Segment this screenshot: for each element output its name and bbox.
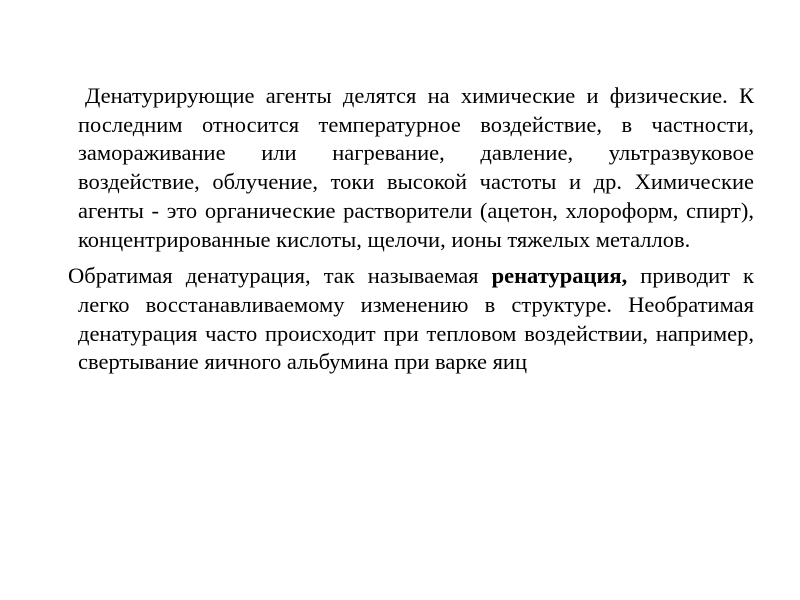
paragraph-renaturation — [64, 262, 754, 377]
paragraph-renaturation-intro: Обратимая денатурация, так называемая — [68, 263, 492, 289]
paragraph-renaturation-body: приводит к легко восстанавливаемому изменению в структуре. Необратимая денатурация часто происходит при тепловом воздействии, например, свертывание яичного альбумина при варке яиц — [78, 263, 754, 375]
text-block — [68, 82, 754, 377]
paragraph-denaturing-agents: Денатурирующие агенты делятся на химические и физические. К последним относится температурное воздействие, в частности, замораживание или нагревание, давление, ультразвуковое воздействие, облучение, токи высокой частоты и др. Химические агенты - это органические растворители (ацетон, хлороформ, спирт), концентрированные кислоты, щелочи, ионы тяжелых металлов. — [78, 83, 754, 252]
term-renaturation: ренатурация, — [491, 263, 628, 289]
